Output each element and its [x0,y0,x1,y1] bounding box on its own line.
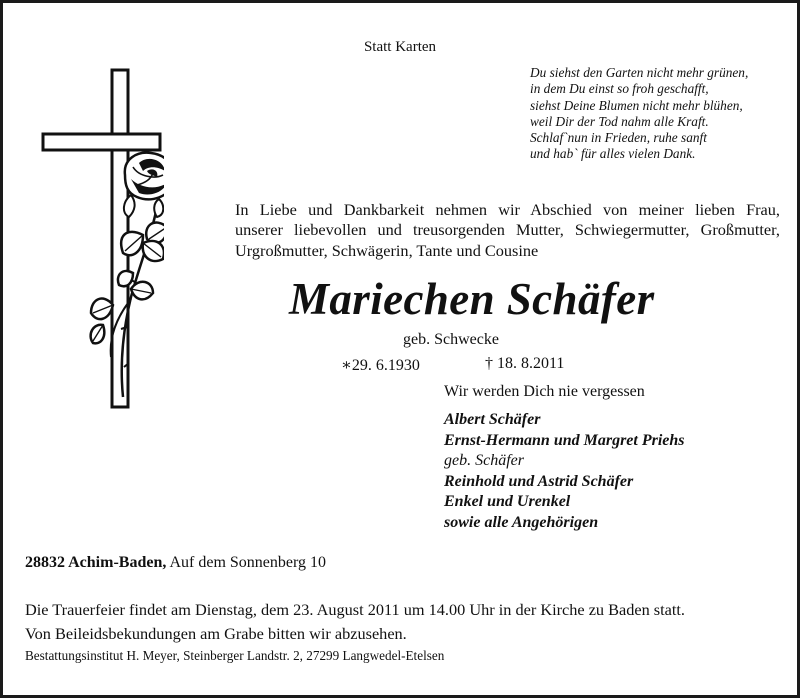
header-title: Statt Karten [363,39,437,55]
service-info: Die Trauerfeier findet am Dienstag, dem 23. August 2011 um 14.00 Uhr in der Kirche zu Baden statt. [25,600,686,619]
intro-line: unserer liebevollen und treusorgenden Mutter, Schwiegermutter, Großmutter, [235,220,780,240]
poem-line: und hab` für alles vielen Dank. [530,146,696,162]
birth-date: ∗29. 6.1930 [341,357,420,374]
address-street: Auf dem Sonnenberg 10 [169,554,327,571]
poem-line: siehst Deine Blumen nicht mehr blühen, [530,97,743,113]
mourner: Ernst-Hermann und Margret Priehs [444,431,685,449]
poem-line: in dem Du einst so froh geschafft, [530,81,709,97]
poem-line: weil Dir der Tod nahm alle Kraft. [530,113,709,129]
poem [530,65,748,163]
mourner-note: geb. Schäfer [444,452,524,470]
intro-line: In Liebe und Dankbarkeit nehmen wir Abschied von meiner lieben Frau, [235,200,780,219]
undertaker-info: Bestattungsinstitut H. Meyer, Steinberger Landstr. 2, 27299 Langwedel-Etelsen [25,648,445,663]
mourner: Enkel und Urenkel [444,493,571,511]
intro-line: Urgroßmutter, Schwägerin, Tante und Cousine [235,240,539,260]
memorial-line: Wir werden Dich nie vergessen [444,383,645,400]
mourner: sowie alle Angehörigen [444,513,599,531]
deceased-name: Mariechen Schäfer [289,274,655,324]
condolence-note: Von Beileidsbekundungen am Grabe bitten wir abzusehen. [25,624,407,643]
address-city: 28832 Achim-Baden, [25,554,167,571]
maiden-name: geb. Schwecke [403,331,499,348]
mourners-list [444,410,685,534]
poem-line: Du siehst den Garten nicht mehr grünen, [530,65,749,80]
mourner: Albert Schäfer [444,411,541,428]
poem-line: Schlaf`nun in Frieden, ruhe sanft [530,130,707,146]
intro-text [235,200,780,261]
address [25,554,326,572]
cross-with-rose-icon [39,67,164,412]
mourner: Reinhold und Astrid Schäfer [444,472,634,490]
death-date: † 18. 8.2011 [485,355,565,372]
